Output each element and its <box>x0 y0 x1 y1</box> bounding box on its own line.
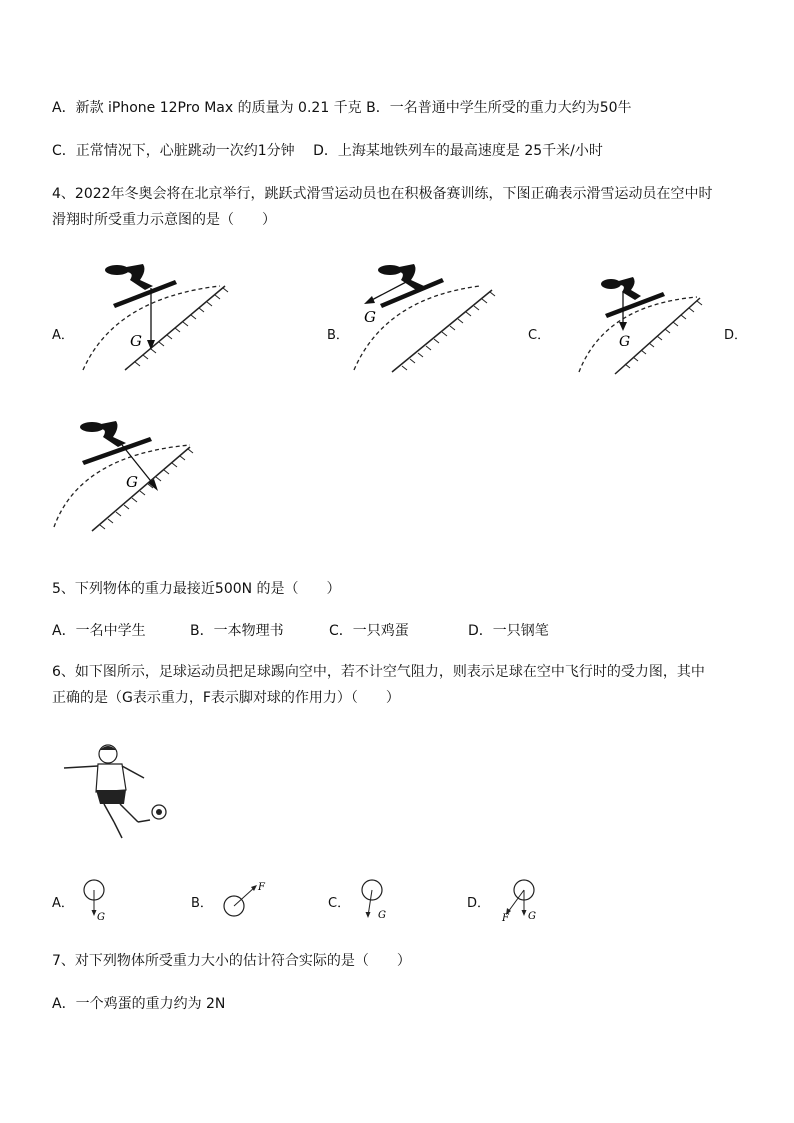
slope-line <box>92 447 190 531</box>
q7-option-a: A．一个鸡蛋的重力约为 2N <box>52 996 226 1012</box>
q4-label-c: C． <box>528 328 551 343</box>
q4-figure-c <box>575 270 705 375</box>
g-label: G <box>378 910 386 921</box>
q5-option-c: C．一只鸡蛋 <box>329 623 409 639</box>
f-label: F <box>502 913 509 924</box>
f-label: F <box>258 882 265 893</box>
skier-silhouette <box>105 264 177 308</box>
q4-label-a: A． <box>52 328 74 343</box>
soccer-player-illustration <box>62 742 172 842</box>
q4-figure-b <box>350 258 500 373</box>
q6-label-c: C． <box>328 896 351 911</box>
skier-silhouette <box>378 264 444 308</box>
q6-diagram-d <box>498 878 548 923</box>
q6-diagram-a <box>82 878 112 923</box>
skier-silhouette <box>80 421 152 465</box>
slope-line <box>392 290 492 372</box>
q6-label-b: B． <box>191 896 213 911</box>
q6-label-d: D． <box>467 896 491 911</box>
q5-option-b: B．一本物理书 <box>190 623 284 639</box>
q5-option-d: D．一只钢笔 <box>468 623 549 639</box>
gravity-label: G <box>126 473 138 491</box>
q6-label-a: A． <box>52 896 74 911</box>
gravity-label: G <box>619 334 631 350</box>
q4-figure-d <box>50 415 200 533</box>
q4-label-b: B． <box>327 328 349 343</box>
q4-stem-line-2: 滑翔时所受重力示意图的是（ ） <box>52 212 276 228</box>
q4-label-d: D． <box>724 328 748 343</box>
q4-figure-a <box>75 258 235 373</box>
q4-stem-line-1: 4、2022年冬奥会将在北京举行，跳跃式滑雪运动员也在积极备赛训练，下图正确表示滑雪运动员在空中时 <box>52 186 713 202</box>
gravity-label: G <box>130 332 142 350</box>
trajectory-curve <box>54 445 190 527</box>
q6-stem-line-1: 6、如下图所示，足球运动员把足球踢向空中，若不计空气阻力，则表示足球在空中飞行时的受力图，其中 <box>52 664 705 680</box>
q7-stem: 7、对下列物体所受重力大小的估计符合实际的是（ ） <box>52 953 411 969</box>
g-label: G <box>528 911 536 922</box>
q6-diagram-c <box>360 878 400 923</box>
q3-option-line-1: A．新款 iPhone 12Pro Max 的质量为 0.21 千克 B．一名普通中学生所受的重力大约为50牛 <box>52 100 632 116</box>
q6-diagram-b <box>222 878 272 923</box>
slope-hatching <box>100 449 193 529</box>
g-label: G <box>97 912 105 923</box>
q5-option-a: A．一名中学生 <box>52 623 146 639</box>
gravity-label: G <box>364 308 376 326</box>
q6-stem-line-2: 正确的是（G表示重力，F表示脚对球的作用力）（ ） <box>52 690 400 706</box>
q5-stem: 5、下列物体的重力最接近500N 的是（ ） <box>52 581 341 597</box>
slope-hatching <box>135 288 228 366</box>
q3-option-line-2: C．正常情况下，心脏跳动一次约1分钟 D．上海某地铁列车的最高速度是 25千米/小时 <box>52 143 603 159</box>
skier-silhouette <box>601 277 665 318</box>
